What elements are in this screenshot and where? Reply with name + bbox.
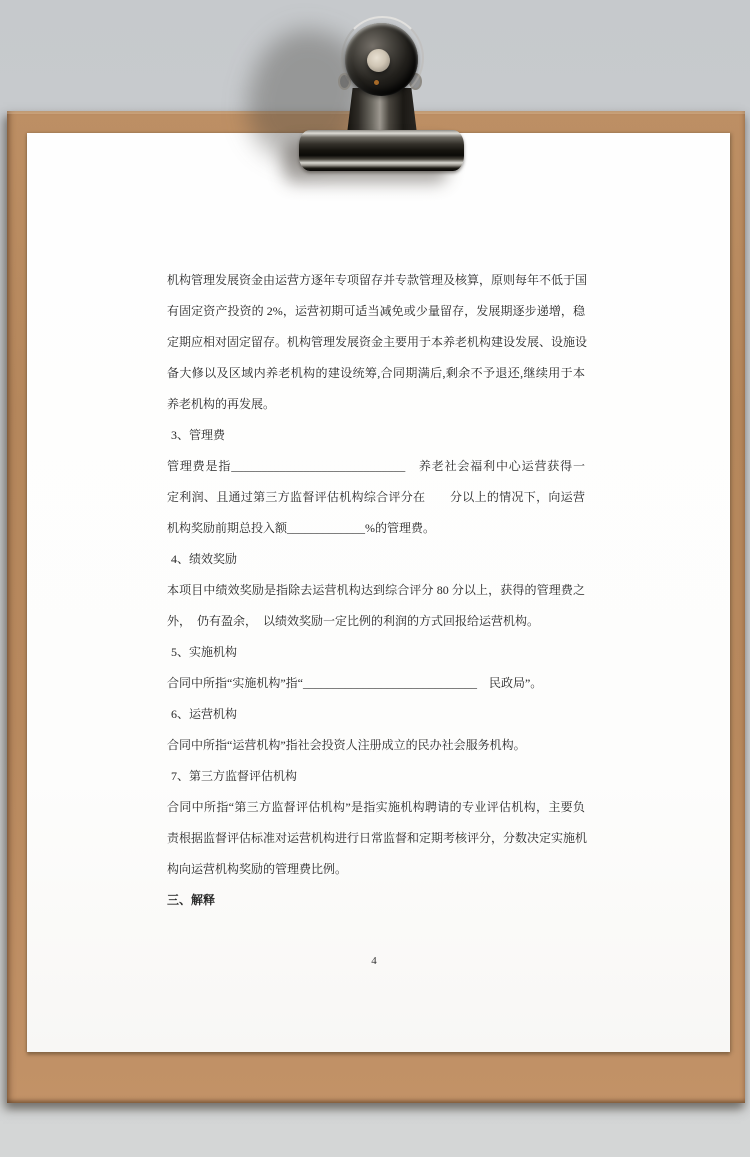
paragraph-line-with-blank: 合同中所指“实施机构”指“_____________________________ 民政局”。 <box>167 676 543 690</box>
page-number: 4 <box>371 955 377 967</box>
binder-clip-head <box>345 23 418 96</box>
section-heading-implementing-agency: 5、实施机构 <box>171 645 238 659</box>
paragraph-line: 构向运营机构奖励的管理费比例。 <box>167 862 348 876</box>
paragraph-line: 合同中所指“第三方监督评估机构”是指实施机构聘请的专业评估机构，主要负 <box>167 800 585 814</box>
section-heading-performance-bonus: 4、绩效奖励 <box>171 552 238 566</box>
clip-hanging-hole <box>367 49 390 72</box>
paragraph-line-with-blank: 管理费是指_____________________________ 养老社会福利中心运营获得一 <box>167 459 585 473</box>
section-heading-interpretation: 三、解释 <box>167 893 216 907</box>
paragraph-line: 有固定资产投资的 2%，运营初期可适当减免或少量留存，发展期逐步递增，稳 <box>167 304 585 318</box>
section-heading-third-party-evaluator: 7、第三方监督评估机构 <box>171 769 298 783</box>
paragraph-line: 定期应相对固定留存。机构管理发展资金主要用于本养老机构建设发展、设施设 <box>167 335 588 349</box>
binder-clip-jaw <box>299 130 464 171</box>
paragraph-line-with-blank: 定利润、且通过第三方监督评估机构综合评分在 分以上的情况下，向运营 <box>167 490 585 504</box>
paragraph-line: 合同中所指“运营机构”指社会投资人注册成立的民办社会服务机构。 <box>167 738 526 752</box>
paragraph-line: 本项目中绩效奖励是指除去运营机构达到综合评分 80 分以上，获得的管理费之 <box>167 583 585 597</box>
paragraph-line-with-blank: 机构奖励前期总投入额_____________%的管理费。 <box>167 521 435 535</box>
document-text-block <box>167 265 588 916</box>
paragraph-line: 责根据监督评估标准对运营机构进行日常监督和定期考核评分，分数决定实施机 <box>167 831 588 845</box>
paragraph-line: 备大修以及区域内养老机构的建设统筹,合同期满后,剩余不予退还,继续用于本 <box>167 366 585 380</box>
paragraph-line: 外， 仍有盈余， 以绩效奖励一定比例的利润的方式回报给运营机构。 <box>167 614 540 628</box>
section-heading-operating-agency: 6、运营机构 <box>171 707 238 721</box>
clip-rivet-dot <box>374 80 379 85</box>
paragraph-line: 养老机构的再发展。 <box>167 397 276 411</box>
paragraph-line: 机构管理发展资金由运营方逐年专项留存并专款管理及核算，原则每年不低于国 <box>167 273 588 287</box>
document-page <box>27 133 730 1052</box>
section-heading-management-fee: 3、管理费 <box>171 428 226 442</box>
